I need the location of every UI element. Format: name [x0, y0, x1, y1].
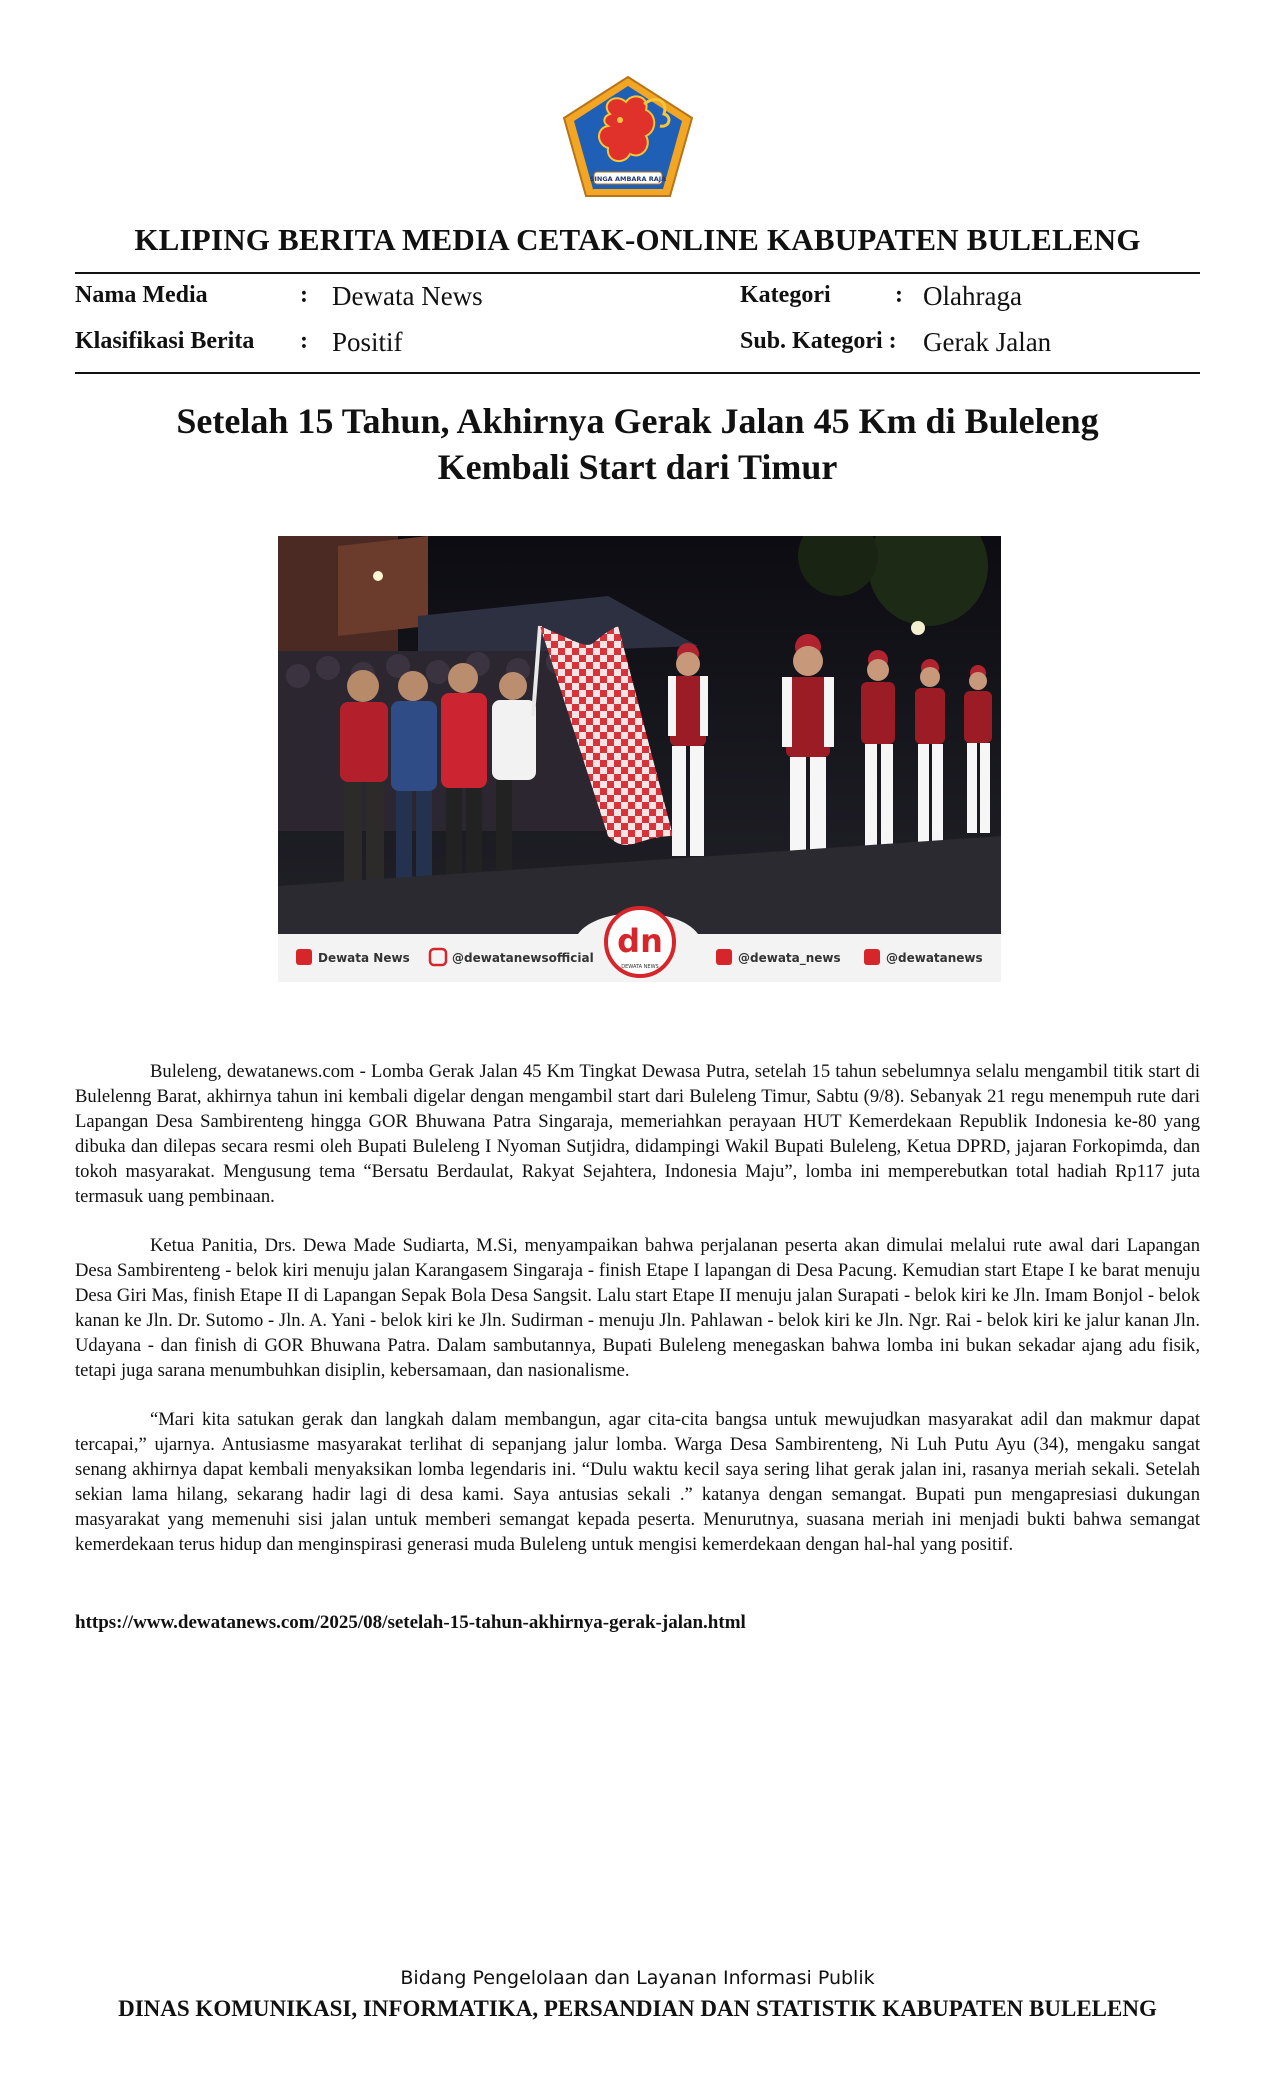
emblem-ribbon-text: SINGA AMBARA RAJA — [589, 175, 667, 183]
buleleng-emblem-logo — [560, 74, 696, 200]
paragraph-1: Buleleng, dewatanews.com - Lomba Gerak Jalan 45 Km Tingkat Dewasa Putra, setelah 15 tahun sebelumnya selalu mengambil titik start di Bulelenng Barat, akhirnya tahun ini kembali digelar dengan mengambil start dari Buleleng Timur, Sabtu (9/8). Sebanyak 21 regu menempuh rute dari Lapangan Desa Sambirenteng hingga GOR Bhuwana Patra Singaraja, memeriahkan perayaan HUT Kemerdekaan Republik Indonesia ke-80 yang dibuka dan dilepas secara resmi oleh Bupati Buleleng I Nyoman Sutjidra, didampingi Wakil Bupati Buleleng, Ketua DPRD, jajaran Forkopimda, dan tokoh masyarakat. Mengusung tema “Bersatu Berdaulat, Rakyat Sejahtera, Indonesia Maju”, lomba ini memperebutkan total hadiah Rp117 juta termasuk uang pembinaan. — [75, 1061, 1200, 1207]
tiktok-icon — [864, 949, 880, 965]
klasifikasi-colon: : — [300, 328, 308, 354]
kategori-colon: : — [895, 282, 903, 308]
paragraph-3: “Mari kita satukan gerak dan langkah dalam membangun, agar cita-cita bangsa untuk mewujudkan masyarakat adil dan makmur dapat tercapai,” ujarnya. Antusiasme masyarakat terlihat di sepanjang jalur lomba. Warga Desa Sambirenteng, Ni Luh Putu Ayu (34), mengaku sangat senang akhirnya dapat kembali menyaksikan lomba legendaris ini. “Dulu waktu kecil saya sering lihat gerak jalan ini, rasanya meriah sekali. Setelah sekian lama hilang, sekarang hadir lagi di desa kami. Saya antusias sekali .” katanya dengan semangat. Bupati pun mengapresiasi dukungan masyarakat yang memenuhi sisi jalan untuk memberi semangat kepada peserta. Menurutnya, suasana meriah ini menjadi bukti bahwa semangat kemerdekaan terus hidup dan menginspirasi generasi muda Buleleng untuk mengisi kemerdekaan dengan hal-hal yang positif. — [75, 1409, 1200, 1555]
source-url[interactable]: https://www.dewatanews.com/2025/08/setelah-15-tahun-akhirnya-gerak-jalan.html — [75, 1612, 746, 1633]
footer-agency: DINAS KOMUNIKASI, INFORMATIKA, PERSANDIAN DAN STATISTIK KABUPATEN BULELENG — [118, 1996, 1157, 2021]
article-body — [75, 1059, 1200, 1581]
paragraph-2: Ketua Panitia, Drs. Dewa Made Sudiarta, M.Si, menyampaikan bahwa perjalanan peserta akan dimulai melalui rute awal dari Lapangan Desa Sambirenteng - belok kiri menuju jalan Karangasem Singaraja - finish Etape I lapangan di Desa Pacung. Kemudian start Etape I ke barat menuju Desa Giri Mas, finish Etape II di Lapangan Sepak Bola Desa Sangsit. Lalu start Etape II menuju jalan Surapati - belok kiri ke Jln. Imam Bonjol - belok kanan ke Jln. Dr. Sutomo - Jln. A. Yani - belok kiri ke Jln. Sudirman - menuju Jln. Pahlawan - belok kiri ke Jln. Ngr. Rai - belok kiri ke jalur kanan Jln. Udayana - dan finish di GOR Bhuwana Patra. Dalam sambutannya, Bupati Buleleng menegaskan bahwa lomba ini bukan sekadar ajang adu fisik, tetapi juga sarana menumbuhkan disiplin, kebersamaan, dan nasionalisme. — [75, 1235, 1200, 1381]
header-rule-bottom — [75, 372, 1200, 374]
social-twitter-label: @dewata_news — [738, 951, 841, 965]
dewata-news-logo-sub: DEWATA NEWS — [621, 964, 659, 970]
social-instagram-label: @dewatanewsofficial — [452, 951, 594, 965]
subkategori-label: Sub. Kategori : — [740, 328, 897, 354]
kategori-label: Kategori — [740, 282, 831, 308]
headline-line-2: Kembali Start dari Timur — [437, 447, 838, 487]
media-value: Dewata News — [332, 281, 483, 311]
social-tiktok-label: @dewatanews — [886, 951, 983, 965]
klasifikasi-value: Positif — [332, 327, 403, 357]
subkategori-value: Gerak Jalan — [923, 327, 1052, 357]
media-colon: : — [300, 282, 308, 308]
article-headline — [150, 398, 1125, 490]
footer-department: Bidang Pengelolaan dan Layanan Informasi Publik — [400, 1967, 875, 1989]
clipping-title: KLIPING BERITA MEDIA CETAK-ONLINE KABUPATEN BULELENG — [134, 222, 1141, 257]
facebook-icon — [296, 949, 312, 965]
article-photo — [278, 536, 1001, 982]
headline-line-1: Setelah 15 Tahun, Akhirnya Gerak Jalan 45 Km di Buleleng — [176, 401, 1099, 441]
dewata-news-logo: dn — [617, 922, 663, 960]
social-facebook-label: Dewata News — [318, 951, 410, 965]
twitter-icon — [716, 949, 732, 965]
kategori-value: Olahraga — [923, 281, 1022, 311]
media-label: Nama Media — [75, 282, 208, 308]
header-rule-top — [75, 272, 1200, 274]
klasifikasi-label: Klasifikasi Berita — [75, 328, 255, 354]
